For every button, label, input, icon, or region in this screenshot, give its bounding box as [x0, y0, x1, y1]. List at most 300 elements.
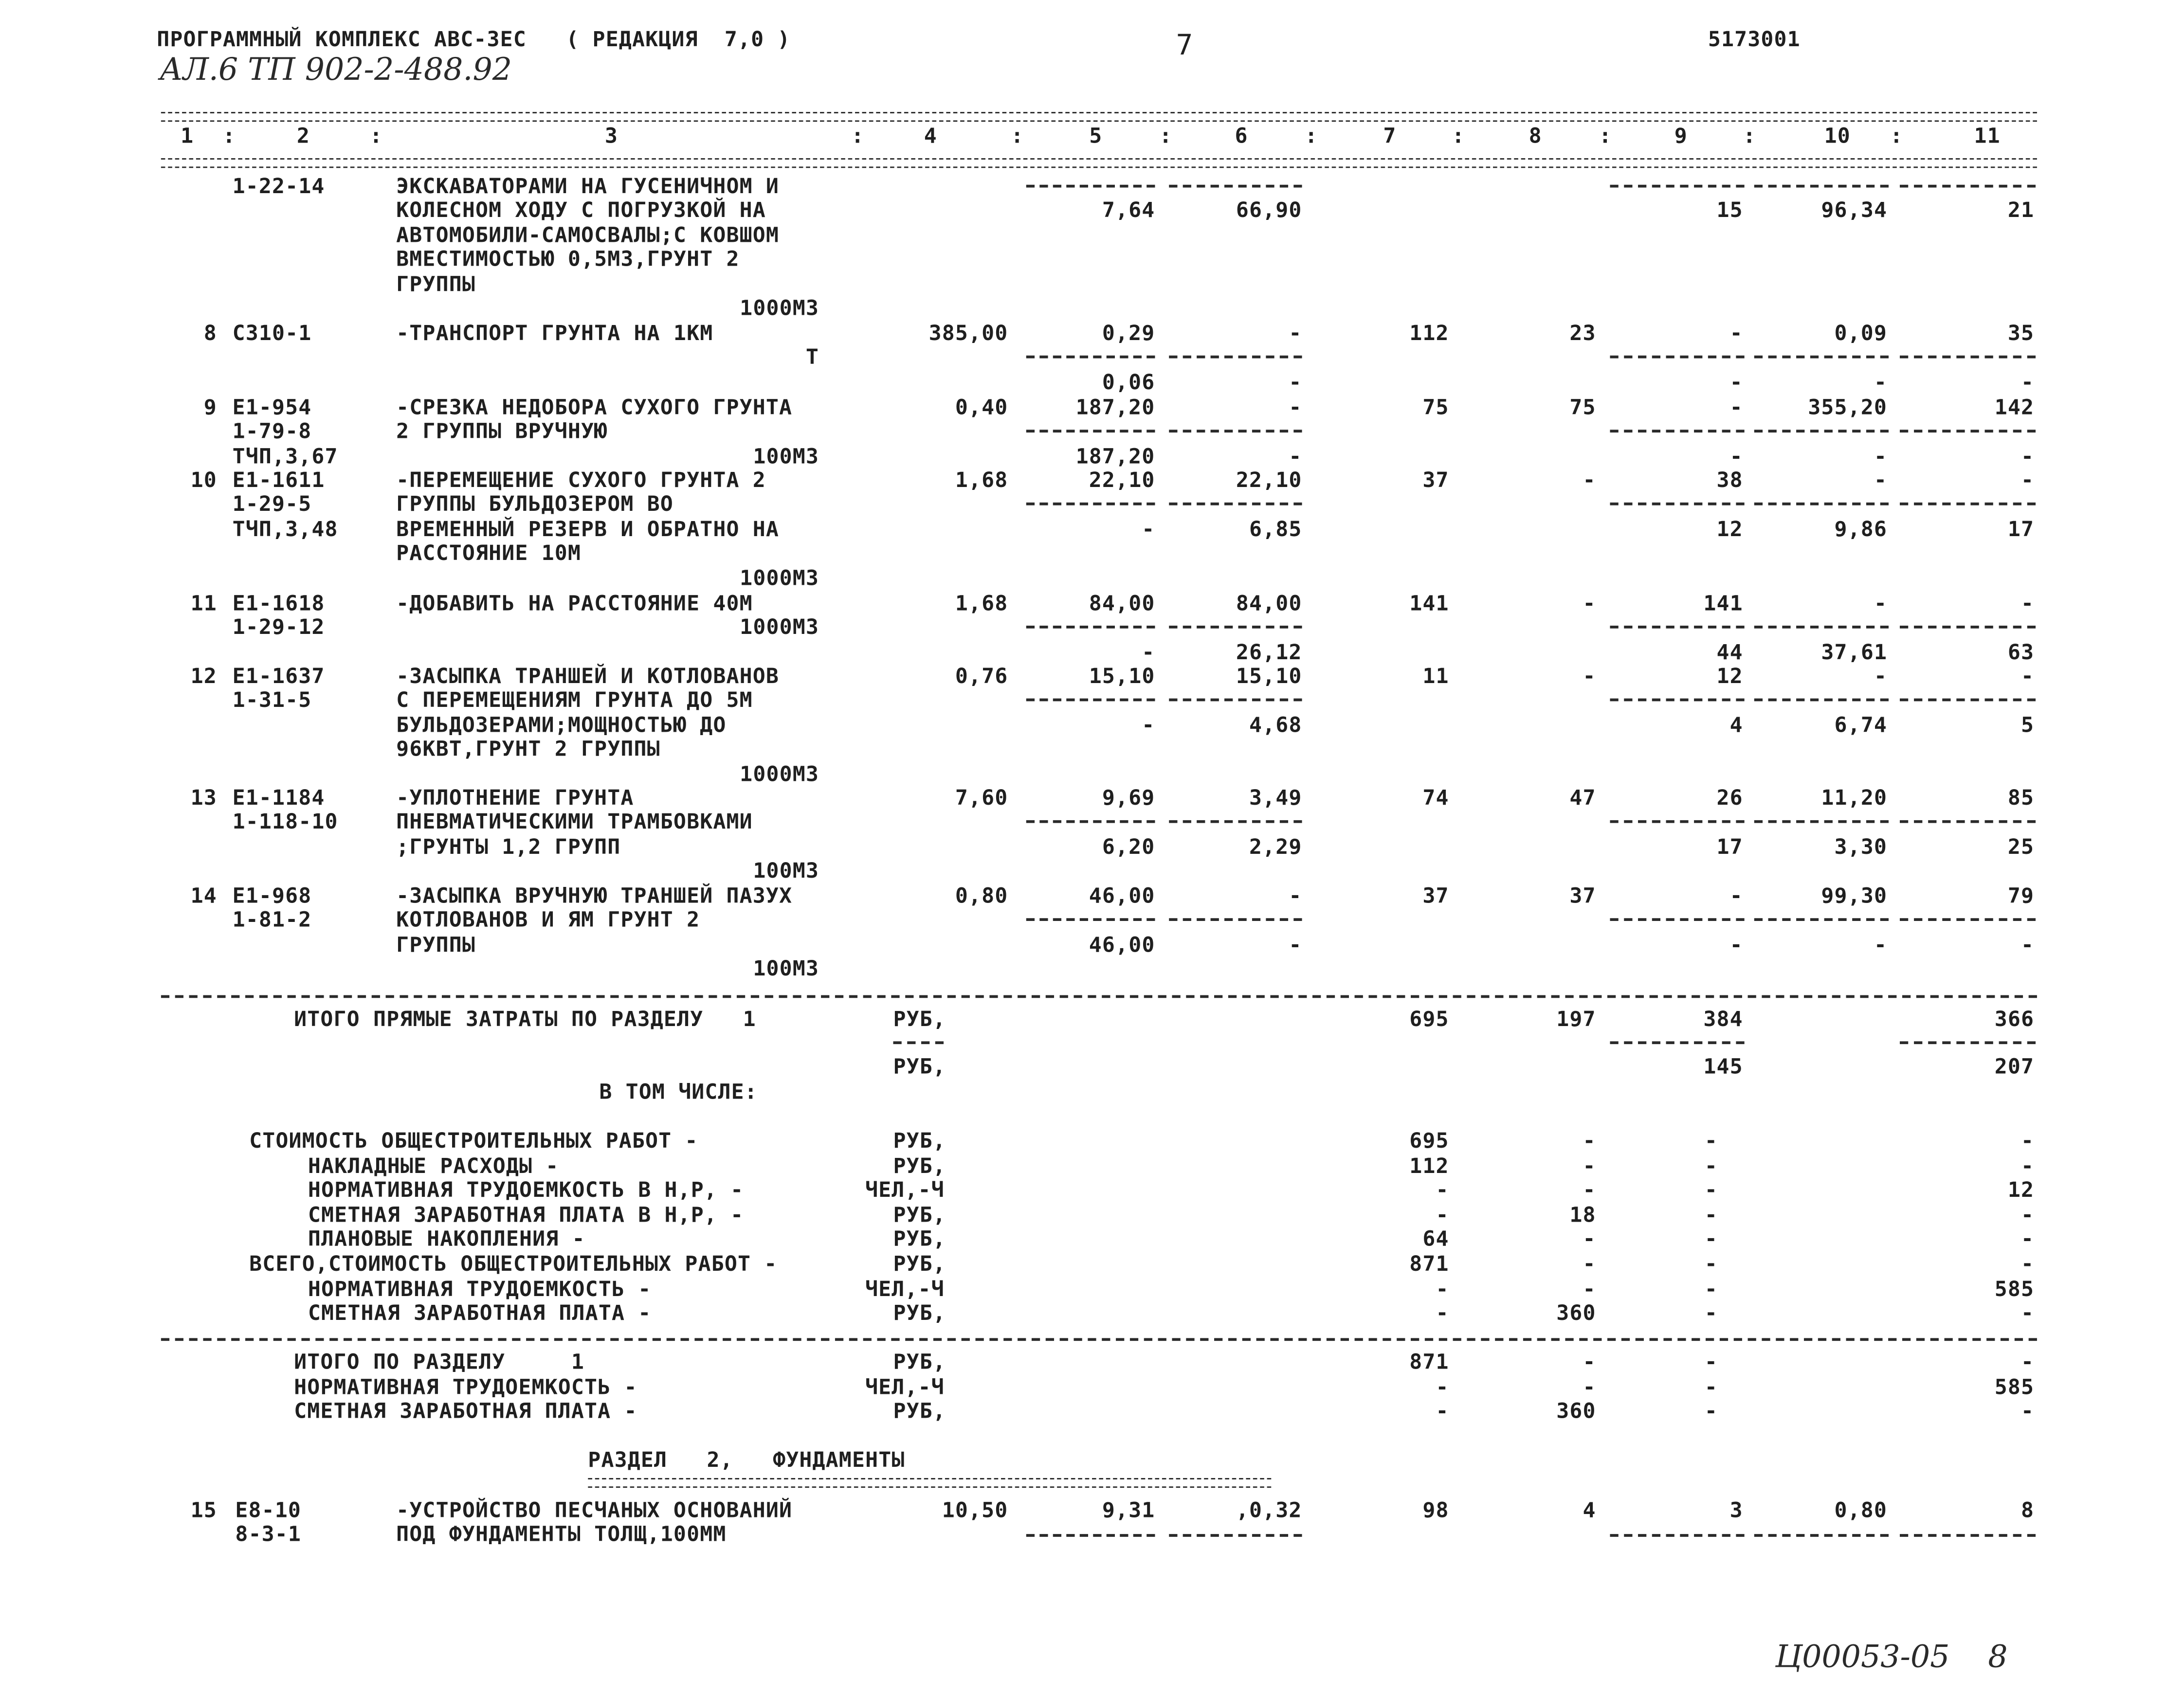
value-c10: 0,09 — [1834, 320, 1888, 346]
work-code: 1-31-5 — [232, 687, 312, 713]
work-description: -ДОБАВИТЬ НА РАССТОЯНИЕ 40М — [396, 591, 753, 616]
section-2-underline — [588, 1478, 1271, 1488]
itogo-direct-c8: 197 — [1556, 1006, 1596, 1032]
value-c8: - — [1583, 591, 1596, 616]
work-code: С310-1 — [232, 320, 312, 346]
work-description: -ЗАСЫПКА ВРУЧНУЮ ТРАНШЕЙ ПАЗУХ — [396, 883, 793, 909]
value-c5: 9,31 — [1102, 1497, 1155, 1523]
itogo-razdel-unit: РУБ, — [893, 1398, 946, 1424]
cell-rule — [1610, 356, 1744, 359]
work-description: ГРУППЫ — [396, 270, 475, 296]
sub-value-c10: 37,61 — [1821, 639, 1888, 665]
sheet-number: 8 — [1988, 1640, 2008, 1676]
value-c8: 75 — [1569, 395, 1596, 420]
breakdown-c7: 112 — [1409, 1153, 1449, 1178]
breakdown-c7: 64 — [1422, 1226, 1449, 1252]
measure-unit: 1000М3 — [740, 565, 819, 590]
sub-value-c6: - — [1289, 369, 1302, 395]
section-end-rule — [161, 1338, 2037, 1341]
row-number: 12 — [190, 663, 217, 689]
sub-value-c5: 0,06 — [1102, 369, 1155, 395]
cell-rule — [1754, 919, 1889, 921]
itogo-razdel-c7: - — [1436, 1398, 1449, 1424]
sub-value-c5: - — [1142, 712, 1155, 738]
cell-rule — [1900, 430, 2036, 433]
program-title: ПРОГРАММНЫЙ КОМПЛЕКС АВС-3ЕС ( РЕДАКЦИЯ 7,0 ) — [157, 26, 791, 52]
column-separator: : — [1011, 123, 1024, 148]
cell-rule — [1754, 185, 1889, 188]
work-code: Е1-1611 — [232, 467, 325, 493]
value-c9: 38 — [1716, 467, 1743, 493]
measure-unit: 100М3 — [753, 956, 819, 982]
sub-value-c10: - — [1874, 932, 1888, 957]
breakdown-c8: 18 — [1569, 1202, 1596, 1227]
breakdown-unit: РУБ, — [893, 1128, 946, 1154]
column-header-6: 6 — [1235, 123, 1248, 148]
breakdown-c9: - — [1704, 1177, 1718, 1203]
work-code: 1-79-8 — [232, 419, 312, 445]
itogo-razdel-c9: - — [1704, 1349, 1718, 1375]
sub-value-c9: 12 — [1716, 516, 1743, 541]
cell-rule — [1900, 821, 2036, 824]
breakdown-c7: - — [1436, 1300, 1449, 1326]
cell-rule — [1026, 430, 1155, 433]
value-c7: 141 — [1409, 591, 1449, 616]
value-c11: - — [2021, 467, 2035, 493]
column-header-3: 3 — [604, 123, 618, 148]
cell-rule — [1754, 821, 1889, 824]
cell-rule — [1169, 185, 1302, 188]
work-code: ТЧП,3,48 — [232, 516, 338, 541]
sub-value-c5: 187,20 — [1075, 443, 1155, 469]
value-c7: 112 — [1409, 320, 1449, 346]
value-c9: 141 — [1703, 591, 1743, 616]
breakdown-unit: ЧЕЛ,-Ч — [865, 1276, 945, 1301]
column-header-1: 1 — [181, 123, 194, 148]
cell-rule — [893, 1041, 944, 1044]
cell-rule — [1900, 699, 2036, 702]
value-c7: 98 — [1422, 1497, 1449, 1523]
cell-rule — [1026, 626, 1155, 629]
cell-rule — [1026, 699, 1155, 702]
breakdown-unit: РУБ, — [893, 1300, 946, 1326]
cell-rule — [1169, 1534, 1302, 1537]
breakdown-c11: 12 — [2007, 1177, 2035, 1203]
column-header-2: 2 — [296, 123, 310, 148]
sub-value-c10: 6,74 — [1834, 712, 1888, 738]
value-c6: 66,90 — [1236, 198, 1302, 223]
column-separator: : — [1890, 123, 1903, 148]
measure-unit: 100М3 — [753, 443, 819, 469]
quantity: 0,76 — [955, 663, 1008, 689]
column-separator: : — [222, 123, 236, 148]
breakdown-c11: - — [2021, 1300, 2035, 1326]
breakdown-c9: - — [1704, 1300, 1718, 1326]
work-description: ;ГРУНТЫ 1,2 ГРУПП — [396, 834, 621, 859]
work-code: Е8-10 — [235, 1497, 301, 1523]
value-c10: 11,20 — [1821, 785, 1888, 811]
value-c5: 187,20 — [1075, 395, 1155, 420]
value-c11: 85 — [2007, 785, 2035, 811]
work-description: -ЗАСЫПКА ТРАНШЕЙ И КОТЛОВАНОВ — [396, 663, 780, 689]
work-description: КОЛЕСНОМ ХОДУ С ПОГРУЗКОЙ НА — [396, 198, 766, 223]
cell-rule — [1754, 356, 1889, 359]
cell-rule — [1026, 821, 1155, 824]
breakdown-unit: РУБ, — [893, 1226, 946, 1252]
breakdown-label: СТОИМОСТЬ ОБЩЕСТРОИТЕЛЬНЫХ РАБОТ - — [249, 1128, 698, 1154]
breakdown-c11: - — [2021, 1128, 2035, 1154]
cell-rule — [1169, 919, 1302, 921]
breakdown-label: ПЛАНОВЫЕ НАКОПЛЕНИЯ - — [308, 1226, 585, 1252]
value-c6: - — [1289, 395, 1302, 420]
row-number: 15 — [190, 1497, 217, 1523]
itogo-razdel-c9: - — [1704, 1373, 1718, 1399]
work-code: Е1-968 — [232, 883, 312, 909]
breakdown-c9: - — [1704, 1276, 1718, 1301]
cell-rule — [1900, 503, 2036, 506]
cell-rule — [1900, 919, 2036, 921]
value-c5: 15,10 — [1089, 663, 1155, 689]
value-c9: 12 — [1716, 663, 1743, 689]
value-c7: 37 — [1422, 883, 1449, 909]
itogo-direct-unit: РУБ, — [893, 1006, 946, 1032]
itogo-direct-sub-c11: 207 — [1994, 1054, 2035, 1080]
quantity: 1,68 — [955, 467, 1008, 493]
itogo-direct-c7: 695 — [1409, 1006, 1449, 1032]
sub-value-c5: 46,00 — [1089, 932, 1155, 957]
cell-rule — [1754, 503, 1889, 506]
breakdown-c11: - — [2021, 1226, 2035, 1252]
cell-rule — [1754, 626, 1889, 629]
cell-rule — [1900, 356, 2036, 359]
value-c8: 47 — [1569, 785, 1596, 811]
value-c11: - — [2021, 591, 2035, 616]
breakdown-c11: - — [2021, 1251, 2035, 1277]
value-c11: - — [2021, 663, 2035, 689]
itogo-razdel-c7: - — [1436, 1373, 1449, 1399]
column-separator: : — [1305, 123, 1318, 148]
work-description: АВТОМОБИЛИ-САМОСВАЛЫ;С КОВШОМ — [396, 222, 780, 248]
itogo-razdel-unit: ЧЕЛ,-Ч — [865, 1373, 945, 1399]
cell-rule — [1610, 1041, 1744, 1044]
cell-rule — [1026, 185, 1155, 188]
value-c8: 37 — [1569, 883, 1596, 909]
breakdown-c8: - — [1583, 1226, 1596, 1252]
sub-value-c9: - — [1729, 932, 1743, 957]
work-description: -УСТРОЙСТВО ПЕСЧАНЫХ ОСНОВАНИЙ — [396, 1497, 793, 1523]
cell-rule — [1026, 356, 1155, 359]
value-c5: 9,69 — [1102, 785, 1155, 811]
sub-value-c11: - — [2021, 932, 2035, 957]
breakdown-c8: - — [1583, 1251, 1596, 1277]
sub-value-c9: - — [1729, 369, 1743, 395]
sub-value-c6: 6,85 — [1249, 516, 1302, 541]
work-description: С ПЕРЕМЕЩЕНИЯМ ГРУНТА ДО 5М — [396, 687, 753, 713]
cell-rule — [1169, 821, 1302, 824]
measure-unit: Т — [805, 344, 819, 370]
column-header-rule — [161, 158, 2037, 168]
column-header-4: 4 — [924, 123, 937, 148]
value-c6: 84,00 — [1236, 591, 1302, 616]
sub-value-c5: 6,20 — [1102, 834, 1155, 859]
breakdown-unit: РУБ, — [893, 1251, 946, 1277]
itogo-razdel-unit: РУБ, — [893, 1349, 946, 1375]
breakdown-c8: - — [1583, 1153, 1596, 1178]
cell-rule — [1900, 185, 2036, 188]
column-separator: : — [1743, 123, 1756, 148]
value-c8: 23 — [1569, 320, 1596, 346]
breakdown-c7: - — [1436, 1177, 1449, 1203]
cell-rule — [1169, 503, 1302, 506]
measure-unit: 1000М3 — [740, 295, 819, 321]
value-c5: 22,10 — [1089, 467, 1155, 493]
measure-unit: 1000М3 — [740, 760, 819, 786]
work-description: -СРЕЗКА НЕДОБОРА СУХОГО ГРУНТА — [396, 395, 793, 420]
breakdown-c9: - — [1704, 1251, 1718, 1277]
value-c9: 26 — [1716, 785, 1743, 811]
value-c9: - — [1729, 883, 1743, 909]
sub-value-c6: - — [1289, 932, 1302, 957]
cell-rule — [1610, 626, 1744, 629]
value-c7: 75 — [1422, 395, 1449, 420]
work-description: ПНЕВМАТИЧЕСКИМИ ТРАМБОВКАМИ — [396, 809, 753, 835]
value-c8: - — [1583, 663, 1596, 689]
column-header-5: 5 — [1089, 123, 1103, 148]
itogo-razdel-c8: - — [1583, 1349, 1596, 1375]
value-c6: 22,10 — [1236, 467, 1302, 493]
cell-rule — [1610, 503, 1744, 506]
sub-value-c6: 4,68 — [1249, 712, 1302, 738]
value-c6: - — [1289, 883, 1302, 909]
value-c11: 8 — [2021, 1497, 2035, 1523]
value-c8: - — [1583, 467, 1596, 493]
value-c6: - — [1289, 320, 1302, 346]
value-c5: 7,64 — [1102, 198, 1155, 223]
itogo-razdel-c11: - — [2021, 1349, 2035, 1375]
breakdown-c9: - — [1704, 1226, 1718, 1252]
value-c7: 74 — [1422, 785, 1449, 811]
sub-value-c11: 17 — [2007, 516, 2035, 541]
value-c9: 3 — [1729, 1497, 1743, 1523]
work-description: КОТЛОВАНОВ И ЯМ ГРУНТ 2 — [396, 907, 700, 933]
cell-rule — [1610, 919, 1744, 921]
value-c9: - — [1729, 395, 1743, 420]
work-description: ГРУППЫ — [396, 932, 475, 957]
sub-value-c6: 2,29 — [1249, 834, 1302, 859]
cell-rule — [1900, 626, 2036, 629]
column-header-9: 9 — [1674, 123, 1688, 148]
work-description: РАССТОЯНИЕ 10М — [396, 541, 582, 566]
sub-value-c5: - — [1142, 516, 1155, 541]
work-code: ТЧП,3,67 — [232, 443, 338, 469]
breakdown-c7: 695 — [1409, 1128, 1449, 1154]
cell-rule — [1754, 699, 1889, 702]
work-description: БУЛЬДОЗЕРАМИ;МОЩНОСТЬЮ ДО — [396, 712, 727, 738]
document-code: 5173001 — [1708, 26, 1801, 52]
sub-value-c11: - — [2021, 369, 2035, 395]
column-header-8: 8 — [1529, 123, 1542, 148]
itogo-razdel-c11: 585 — [1994, 1373, 2035, 1399]
itogo-razdel-c11: - — [2021, 1398, 2035, 1424]
value-c5: 0,29 — [1102, 320, 1155, 346]
value-c7: 11 — [1422, 663, 1449, 689]
value-c11: 35 — [2007, 320, 2035, 346]
value-c6: ,0,32 — [1236, 1497, 1302, 1523]
cell-rule — [1610, 699, 1744, 702]
value-c10: 0,80 — [1834, 1497, 1888, 1523]
breakdown-label: НАКЛАДНЫЕ РАСХОДЫ - — [308, 1153, 559, 1178]
value-c6: 3,49 — [1249, 785, 1302, 811]
row-number: 11 — [190, 591, 217, 616]
breakdown-c9: - — [1704, 1153, 1718, 1178]
column-header-11: 11 — [1974, 123, 2001, 148]
sub-value-c11: - — [2021, 443, 2035, 469]
handwritten-reference: АЛ.6 ТП 902-2-488.92 — [159, 53, 512, 89]
quantity: 10,50 — [942, 1497, 1008, 1523]
work-code: 8-3-1 — [235, 1522, 301, 1548]
in-that-number-heading: В ТОМ ЧИСЛЕ: — [599, 1079, 758, 1104]
value-c6: 15,10 — [1236, 663, 1302, 689]
itogo-direct-sub-c9: 145 — [1703, 1054, 1743, 1080]
itogo-razdel-label: СМЕТНАЯ ЗАРАБОТНАЯ ПЛАТА - — [294, 1398, 637, 1424]
cell-rule — [1900, 1534, 2036, 1537]
column-header-10: 10 — [1824, 123, 1851, 148]
value-c5: 84,00 — [1089, 591, 1155, 616]
breakdown-c8: - — [1583, 1128, 1596, 1154]
work-code: 1-118-10 — [232, 809, 338, 835]
column-separator: : — [1452, 123, 1465, 148]
column-separator: : — [369, 123, 383, 148]
value-c9: - — [1729, 320, 1743, 346]
value-c5: 46,00 — [1089, 883, 1155, 909]
sub-value-c10: 3,30 — [1834, 834, 1888, 859]
column-separator: : — [1159, 123, 1173, 148]
cell-rule — [1754, 1534, 1889, 1537]
breakdown-label: ВСЕГО,СТОИМОСТЬ ОБЩЕСТРОИТЕЛЬНЫХ РАБОТ - — [249, 1251, 778, 1277]
breakdown-c11: 585 — [1994, 1276, 2035, 1301]
work-description: -ПЕРЕМЕЩЕНИЕ СУХОГО ГРУНТА 2 — [396, 467, 766, 493]
breakdown-label: НОРМАТИВНАЯ ТРУДОЕМКОСТЬ - — [308, 1276, 652, 1301]
cell-rule — [1169, 699, 1302, 702]
breakdown-c11: - — [2021, 1202, 2035, 1227]
itogo-razdel-c9: - — [1704, 1398, 1718, 1424]
cell-rule — [1610, 1534, 1744, 1537]
breakdown-unit: РУБ, — [893, 1202, 946, 1227]
page-number: 7 — [1176, 28, 1194, 62]
work-code: 1-81-2 — [232, 907, 312, 933]
work-description: -ТРАНСПОРТ ГРУНТА НА 1КМ — [396, 320, 713, 346]
breakdown-c8: - — [1583, 1276, 1596, 1301]
row-number: 9 — [203, 395, 217, 420]
itogo-direct-c11: 366 — [1994, 1006, 2035, 1032]
breakdown-c7: - — [1436, 1202, 1449, 1227]
breakdown-c9: - — [1704, 1202, 1718, 1227]
itogo-razdel-label: ИТОГО ПО РАЗДЕЛУ 1 — [294, 1349, 585, 1375]
sub-value-c10: - — [1874, 443, 1888, 469]
measure-unit: 100М3 — [753, 858, 819, 884]
cell-rule — [1610, 185, 1744, 188]
stamp-number: Ц00053-05 — [1775, 1640, 1950, 1676]
sub-value-c5: - — [1142, 639, 1155, 665]
column-separator: : — [1599, 123, 1612, 148]
column-header-7: 7 — [1383, 123, 1397, 148]
work-description: ЭКСКАВАТОРАМИ НА ГУСЕНИЧНОМ И — [396, 173, 780, 199]
sub-value-c10: - — [1874, 369, 1888, 395]
sub-value-c10: 9,86 — [1834, 516, 1888, 541]
sub-value-c9: 4 — [1729, 712, 1743, 738]
quantity: 1,68 — [955, 591, 1008, 616]
value-c8: 4 — [1583, 1497, 1596, 1523]
value-c10: - — [1874, 591, 1888, 616]
breakdown-label: СМЕТНАЯ ЗАРАБОТНАЯ ПЛАТА - — [308, 1300, 652, 1326]
breakdown-unit: РУБ, — [893, 1153, 946, 1178]
work-code: 1-29-5 — [232, 491, 312, 517]
row-number: 14 — [190, 883, 217, 909]
cell-rule — [1026, 1534, 1155, 1537]
work-description: ГРУППЫ БУЛЬДОЗЕРОМ ВО — [396, 491, 673, 517]
cell-rule — [1610, 430, 1744, 433]
breakdown-label: НОРМАТИВНАЯ ТРУДОЕМКОСТЬ В Н,Р, - — [308, 1177, 744, 1203]
itogo-direct-sub-unit: РУБ, — [893, 1054, 946, 1080]
work-description: ПОД ФУНДАМЕНТЫ ТОЛЩ,100ММ — [396, 1522, 727, 1548]
value-c10: - — [1874, 663, 1888, 689]
table-top-rule — [161, 112, 2037, 122]
quantity: 0,80 — [955, 883, 1008, 909]
sub-value-c6: - — [1289, 443, 1302, 469]
breakdown-label: СМЕТНАЯ ЗАРАБОТНАЯ ПЛАТА В Н,Р, - — [308, 1202, 744, 1227]
work-description: ВРЕМЕННЫЙ РЕЗЕРВ И ОБРАТНО НА — [396, 516, 780, 541]
work-code: Е1-1637 — [232, 663, 325, 689]
quantity: 0,40 — [955, 395, 1008, 420]
breakdown-c8: - — [1583, 1177, 1596, 1203]
value-c11: 142 — [1994, 395, 2035, 420]
quantity: 385,00 — [928, 320, 1008, 346]
cell-rule — [1026, 919, 1155, 921]
itogo-direct-c9: 384 — [1703, 1006, 1743, 1032]
work-description: 96КВТ,ГРУНТ 2 ГРУППЫ — [396, 736, 660, 762]
itogo-direct-label: ИТОГО ПРЯМЫЕ ЗАТРАТЫ ПО РАЗДЕЛУ 1 — [294, 1006, 756, 1032]
row-number: 8 — [203, 320, 217, 346]
measure-unit: 1000М3 — [740, 615, 819, 640]
quantity: 7,60 — [955, 785, 1008, 811]
section-end-rule — [161, 995, 2037, 998]
work-code: Е1-1618 — [232, 591, 325, 616]
sub-value-c11: 5 — [2021, 712, 2035, 738]
row-number: 10 — [190, 467, 217, 493]
breakdown-c8: 360 — [1556, 1300, 1596, 1326]
value-c10: 99,30 — [1821, 883, 1888, 909]
work-description: -УПЛОТНЕНИЕ ГРУНТА — [396, 785, 634, 811]
breakdown-c11: - — [2021, 1153, 2035, 1178]
column-separator: : — [851, 123, 865, 148]
value-c7: 37 — [1422, 467, 1449, 493]
section-2-title: РАЗДЕЛ 2, ФУНДАМЕНТЫ — [588, 1447, 905, 1473]
breakdown-c7: 871 — [1409, 1251, 1449, 1277]
value-c11: 79 — [2007, 883, 2035, 909]
cell-rule — [1169, 626, 1302, 629]
cell-rule — [1610, 821, 1744, 824]
value-c10: 96,34 — [1821, 198, 1888, 223]
work-code: Е1-1184 — [232, 785, 325, 811]
breakdown-unit: ЧЕЛ,-Ч — [865, 1177, 945, 1203]
sub-value-c9: - — [1729, 443, 1743, 469]
cell-rule — [1169, 430, 1302, 433]
itogo-razdel-c8: 360 — [1556, 1398, 1596, 1424]
itogo-razdel-c8: - — [1583, 1373, 1596, 1399]
cell-rule — [1754, 430, 1889, 433]
value-c9: 15 — [1716, 198, 1743, 223]
cell-rule — [1169, 356, 1302, 359]
